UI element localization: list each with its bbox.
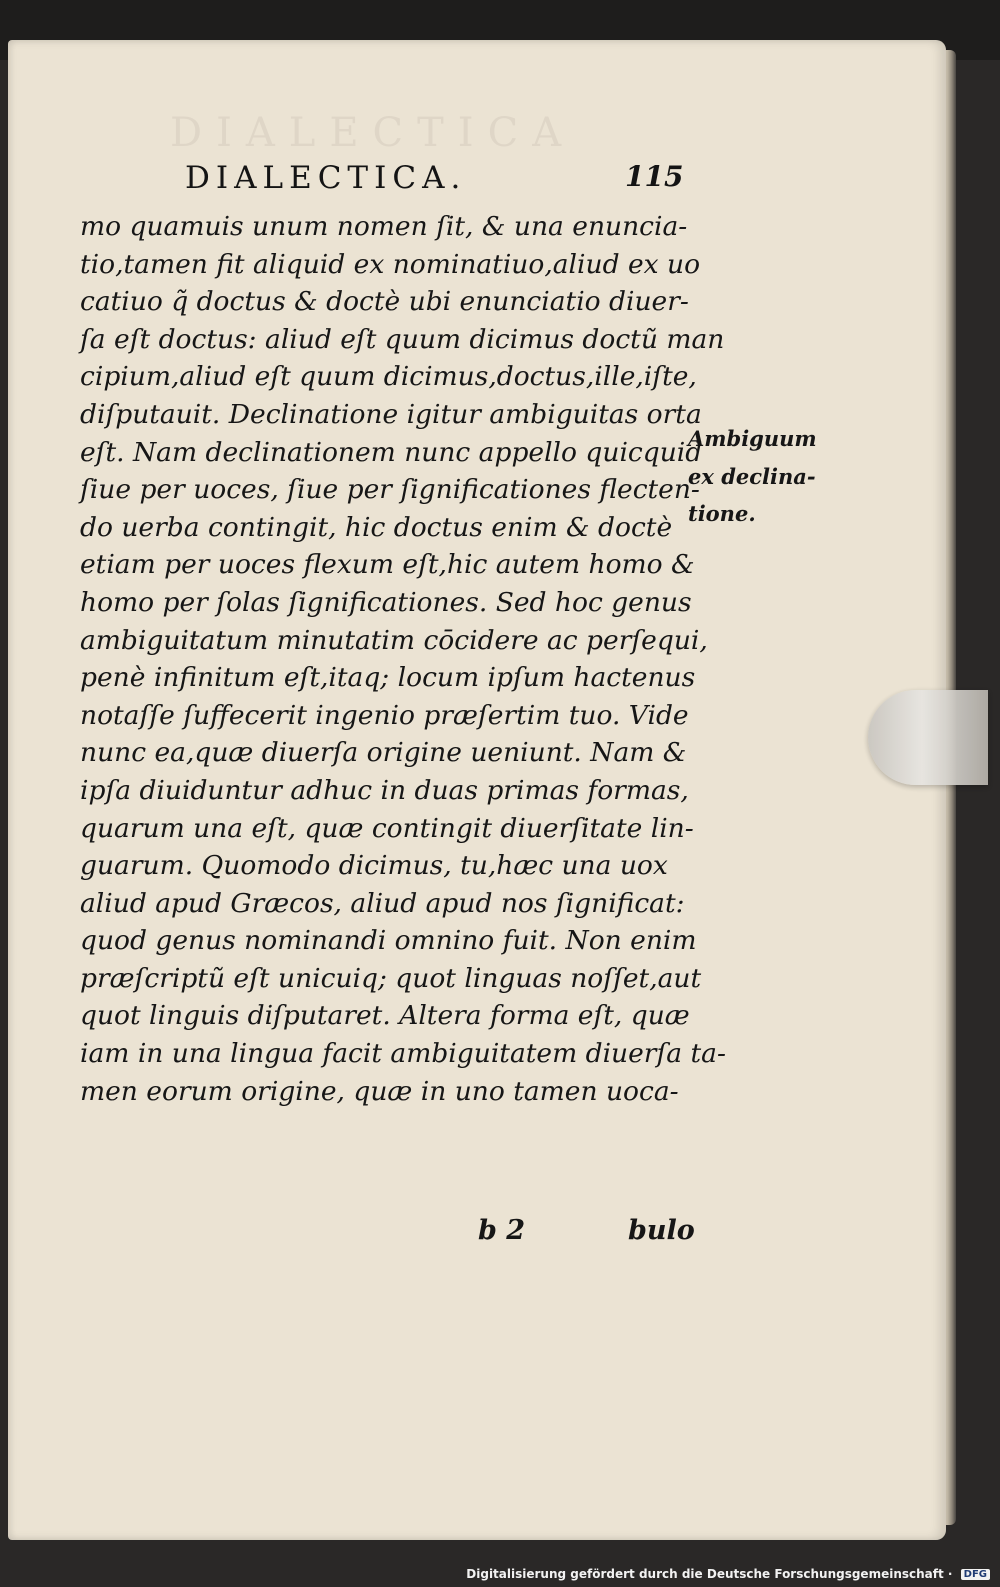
running-head: DIALECTICA. (185, 160, 467, 196)
text-line: cipium,aliud eſt quum dicimus,doctus,ille,iſte, (80, 361, 697, 393)
text-line: aliud apud Græcos, aliud apud nos ſignificat: (80, 887, 685, 919)
marginal-note-line: Ambiguum (688, 426, 817, 451)
text-line: iam in una lingua facit ambiguitatem diuerſa ta- (80, 1038, 726, 1070)
marginal-note-line: ex declina- (688, 463, 816, 489)
text-line: men eorum origine, quæ in uno tamen uoca- (80, 1075, 679, 1107)
text-line: ipſa diuiduntur adhuc in duas primas formas, (80, 774, 689, 806)
text-line: quod genus nominandi omnino fuit. Non enim (80, 925, 697, 957)
plastic-page-clip (868, 690, 988, 785)
credit-text: Digitalisierung gefördert durch die Deutsche Forschungsgemeinschaft · (466, 1567, 953, 1581)
text-line: do uerba contingit, hic doctus enim & doctè (80, 511, 673, 543)
text-line: etiam per uoces flexum eſt,hic autem homo & (80, 549, 695, 581)
text-line: penè infinitum eſt,itaq; locum ipſum hactenus (80, 662, 696, 694)
page-footer (0, 1215, 1000, 1255)
text-line: quot linguis diſputaret. Altera forma eſt, quæ (80, 1000, 690, 1032)
text-line: guarum. Quomodo dicimus, tu,hæc una uox (80, 850, 668, 882)
marginal-note-line: tione. (688, 501, 756, 527)
text-line: diſputauit. Declinatione igitur ambiguitas orta (80, 398, 702, 430)
dfg-logo-icon: DFG (961, 1569, 990, 1580)
signature-mark: b 2 (478, 1215, 526, 1246)
text-line: quarum una eſt, quæ contingit diuerſitate lin- (80, 812, 694, 844)
text-line: præſcriptũ eſt unicuiq; quot linguas noſſet,aut (80, 962, 702, 994)
text-line: ſa eſt doctus: aliud eſt quum dicimus doctũ man (80, 323, 725, 355)
text-line: notaſſe ſuffecerit ingenio præſertim tuo. Vide (80, 699, 689, 731)
text-line: ambiguitatum minutatim cōcidere ac perſequi, (80, 624, 708, 656)
text-line: mo quamuis unum nomen ſit, & una enuncia- (80, 211, 688, 242)
text-line: catiuo q̃ doctus & doctè ubi enunciatio diuer- (80, 286, 689, 318)
text-line: eſt. Nam declinationem nunc appello quicquid (80, 436, 703, 468)
catchword: bulo (628, 1215, 695, 1246)
body-text (80, 208, 726, 1110)
page-header (185, 160, 685, 200)
text-line: ſiue per uoces, ſiue per ſignificationes flecten- (80, 474, 700, 506)
text-line: tio,tamen fit aliquid ex nominatiuo,aliud ex uo (80, 248, 701, 280)
text-line: nunc ea,quæ diuerſa origine ueniunt. Nam & (80, 737, 687, 769)
marginal-note (688, 420, 838, 533)
text-line: homo per ſolas ſignificationes. Sed hoc genus (80, 586, 692, 618)
show-through-text: DIALECTICA (170, 110, 576, 156)
page-number: 115 (625, 160, 684, 193)
digitization-credit (466, 1567, 990, 1581)
